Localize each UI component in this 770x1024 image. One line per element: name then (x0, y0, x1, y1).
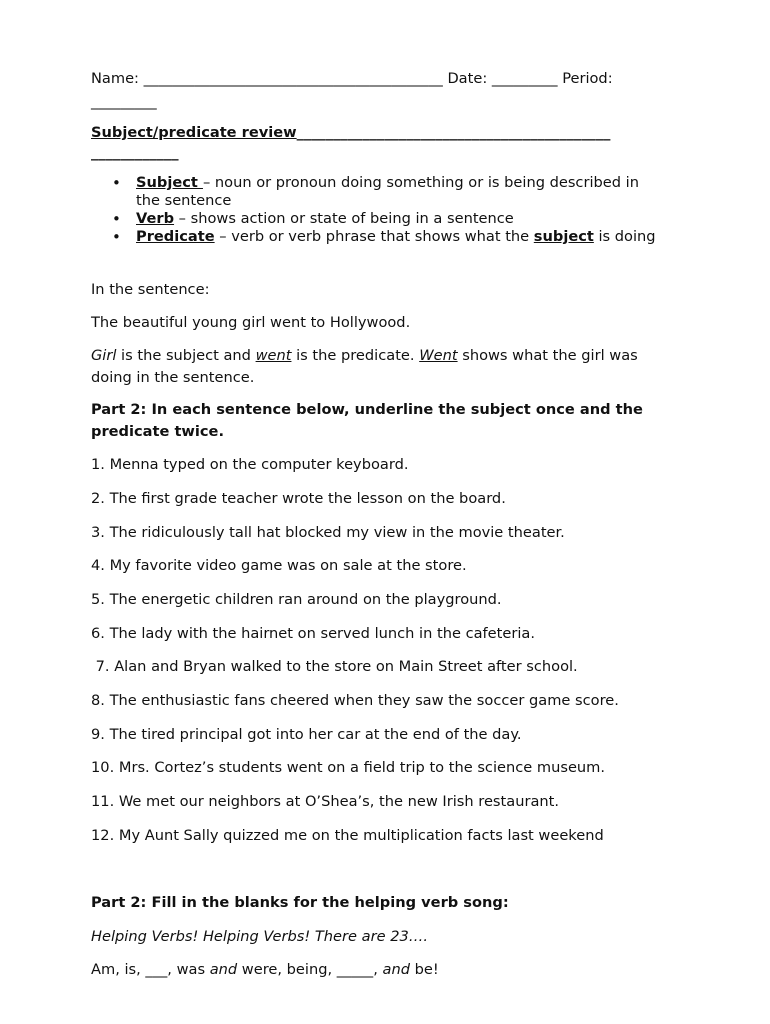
example-word-girl: Girl (91, 347, 117, 364)
sentence-item: 4. My favorite video game was on sale at the store. (91, 557, 467, 574)
desc-predicate-after: is doing (593, 228, 656, 245)
sentence-item: 1. Menna typed on the computer keyboard. (91, 456, 409, 473)
sentence-item: 11. We met our neighbors at O’Shea’s, the new Irish restaurant. (91, 793, 559, 810)
sentence-item: 5. The energetic children ran around on the playground. (91, 591, 502, 608)
desc-subject: – noun or pronoun doing something or is being described in (202, 174, 639, 191)
sentence-item: 6. The lady with the hairnet on served lunch in the cafeteria. (91, 625, 535, 642)
lyric2-a: Am, is, ___, was (91, 961, 210, 978)
sentence-item: 3. The ridiculously tall hat blocked my view in the movie theater. (91, 524, 565, 541)
definition-subject (136, 174, 696, 210)
sentence-item: 12. My Aunt Sally quizzed me on the multiplication facts last weekend (91, 827, 604, 844)
helping-verb-lyric-2 (91, 961, 439, 979)
example-text-1: is the subject and (116, 347, 256, 364)
term-subject: Subject (136, 174, 203, 191)
term-verb: Verb (136, 210, 175, 227)
page-title (91, 124, 610, 142)
term-predicate: Predicate (136, 228, 215, 245)
sentence-item: 8. The enthusiastic fans cheered when they saw the soccer game score. (91, 692, 619, 709)
header-line (91, 70, 613, 88)
lyric2-and-1: and (209, 961, 238, 978)
lyric2-c: were, being, _____, (237, 961, 383, 978)
desc-subject-cont: the sentence (136, 192, 232, 209)
desc-predicate-subject: subject (533, 228, 594, 245)
date-field-label: Date: _________ (447, 70, 558, 87)
desc-predicate: – verb or verb phrase that shows what the (214, 228, 534, 245)
example-word-went: went (255, 347, 292, 364)
name-field-label: Name: _________________________________________ (91, 70, 443, 87)
sentence-item: 9. The tired principal got into her car at the end of the day. (91, 726, 522, 743)
part2-heading: Part 2: In each sentence below, underline the subject once and the predicate twice. (91, 401, 643, 440)
example-text-3: shows what the girl was doing in the sentence. (91, 347, 638, 386)
desc-verb: – shows action or state of being in a sentence (174, 210, 514, 227)
sentence-item: 7. Alan and Bryan walked to the store on Main Street after school. (91, 658, 578, 675)
definition-predicate (136, 228, 696, 246)
example-text-2: is the predicate. (291, 347, 420, 364)
period-field-label: Period: (562, 70, 613, 87)
definition-verb (136, 210, 696, 228)
lyric2-e: be! (409, 961, 439, 978)
period-blank: _________ (91, 93, 157, 110)
title-underline-tail: ___________________________________________ (296, 124, 611, 141)
definitions-list (91, 174, 696, 246)
sentence-item: 2. The first grade teacher wrote the lesson on the board. (91, 490, 506, 507)
title-underline-next: ____________ (91, 144, 179, 161)
example-explanation (91, 345, 681, 389)
helping-verb-lyric-1: Helping Verbs! Helping Verbs! There are 23…. (91, 928, 429, 945)
helping-verb-heading: Part 2: Fill in the blanks for the helping verb song: (91, 894, 509, 911)
example-intro: In the sentence: (91, 281, 210, 298)
title-text: Subject/predicate review (91, 124, 297, 141)
example-sentence: The beautiful young girl went to Hollywood. (91, 314, 411, 331)
lyric2-and-2: and (382, 961, 410, 978)
example-word-went-cap: Went (419, 347, 458, 364)
sentence-item: 10. Mrs. Cortez’s students went on a field trip to the science museum. (91, 759, 606, 776)
